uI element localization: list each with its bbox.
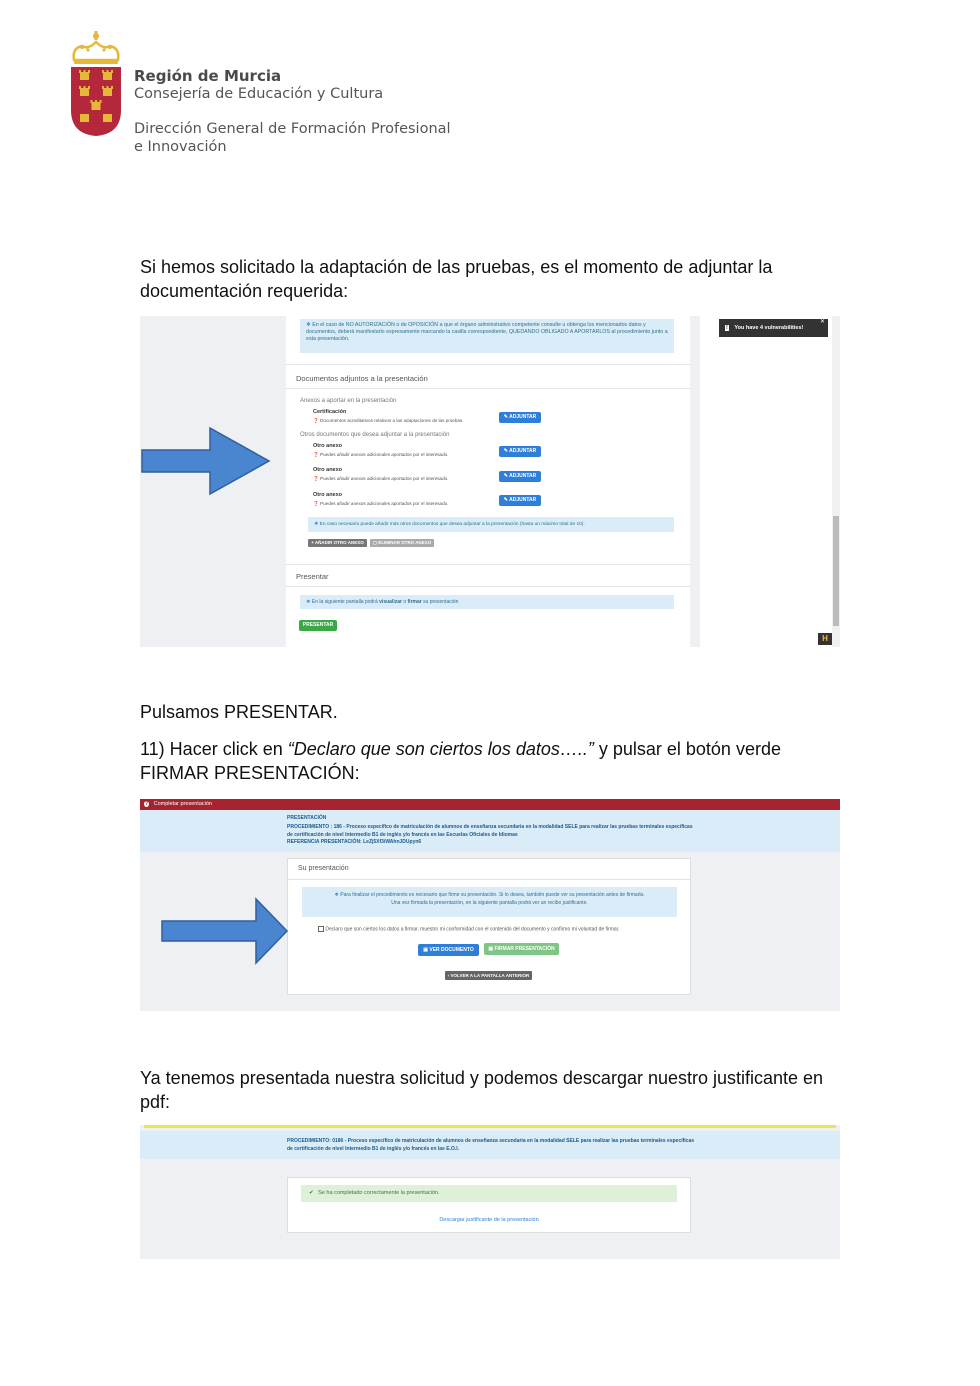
otro-anexo-label-2: Otro anexo	[313, 467, 343, 473]
success-alert	[301, 1185, 677, 1202]
adjuntar-button-otro-1[interactable]	[499, 446, 541, 457]
adjuntar-label: ADJUNTAR	[509, 473, 537, 479]
declaro-checkbox-row[interactable]	[318, 926, 619, 933]
info-firmar-text2: Una vez firmada la presentación, en la siguiente pantalla podrá ver un recibo justificante.	[391, 900, 588, 906]
screenshot-adjuntar-documentos	[140, 316, 840, 647]
vuln-text: You have 4 vulnerabilities!	[734, 325, 804, 331]
question-icon: ?	[145, 801, 149, 807]
paragraph-pulsamos: Pulsamos PRESENTAR.	[140, 702, 338, 722]
referencia-text: REFERENCIA PRESENTACIÓN: LeZj5Xf3iWAhnJDUpyn6	[287, 839, 422, 845]
cert-help-text: Documentos acreditativos relativos a las adaptaciones de las pruebas.	[320, 418, 464, 423]
paperclip-icon: ✎	[503, 473, 508, 479]
info-max-text: En caso necesario puede añadir más otros documentos que desea adjuntar a la presentación (hasta un máximo total de 10).	[319, 522, 585, 527]
info-pres-firmar: firmar	[407, 599, 422, 605]
adjuntar-label: ADJUNTAR	[509, 497, 537, 503]
paperclip-icon: ✎	[503, 448, 508, 454]
adjuntar-button-otro-3[interactable]	[499, 495, 541, 506]
firmar-label: FIRMAR PRESENTACIÓN	[494, 946, 555, 952]
presentar-button[interactable]: PRESENTAR	[299, 620, 337, 631]
delete-label: ELIMINAR OTRO ANEXO	[378, 540, 432, 545]
region-logo	[66, 30, 126, 140]
document-icon: ▣	[423, 947, 428, 953]
sign-icon: ▣	[488, 946, 494, 952]
anexos-title: Anexos a aportar en la presentación	[300, 398, 397, 404]
yellow-bar	[144, 1125, 836, 1128]
ver-documento-label: VER DOCUMENTO	[429, 947, 474, 953]
info-firmar	[302, 887, 677, 917]
su-presentacion-title: Su presentación	[298, 865, 349, 872]
info-no-autorizacion	[300, 319, 674, 353]
p3-suffix: y pulsar el botón verde FIRMAR PRESENTACIÓN:	[140, 739, 781, 783]
help-icon: ❓	[313, 476, 319, 481]
p3-prefix: 11) Hacer click en	[140, 739, 288, 759]
otro-anexo-label-1: Otro anexo	[313, 443, 343, 449]
section-documentos-title: Documentos adjuntos a la presentación	[296, 374, 428, 383]
add-otro-anexo-button[interactable]: + AÑADIR OTRO ANEXO	[308, 539, 367, 547]
procedimiento-text: PROCEDIMIENTO : 186 - Proceso específico de matriculación de alumnos de enseñanza secundaria en la modalidad SELE para realizar las pruebas terminales específicas de certificación de nivel Intermedio B1 de inglés y/o francés en las Escuelas Oficiales de Idiomas	[287, 824, 693, 838]
check-icon: ✔	[309, 1190, 314, 1196]
chevron-left-icon: ‹	[447, 973, 450, 978]
logo-direccion-line1: Dirección General de Formación Profesional	[134, 121, 451, 137]
adjuntar-button-cert[interactable]	[499, 412, 541, 423]
logo-region: Región de Murcia	[134, 67, 282, 85]
screenshot-firmar-presentacion	[140, 799, 840, 1011]
info-icon: ❖	[306, 599, 311, 605]
info-max-documentos	[308, 517, 674, 532]
arrow-right-icon	[160, 897, 290, 965]
adjuntar-label: ADJUNTAR	[509, 414, 537, 420]
modal-title: Completar presentación	[153, 801, 212, 807]
p3-quote: “Declaro que son ciertos los datos…..”	[287, 739, 594, 759]
paragraph-step-11	[140, 737, 840, 785]
otro-anexo-help-3	[313, 500, 448, 507]
info-pres-mid: o	[401, 599, 408, 605]
info-icon: ❖	[334, 892, 339, 898]
paragraph-justificante: Ya tenemos presentada nuestra solicitud y podemos descargar nuestro justificante en pdf:	[140, 1068, 824, 1112]
alert-icon: !	[726, 325, 728, 331]
help-icon: ❓	[313, 452, 319, 457]
modal-title-bar	[140, 799, 840, 810]
declaro-label: Declaro que son ciertos los datos a firmar, muestro mi conformidad con el contenido del documento y confirmo mi voluntad de firmar.	[325, 926, 620, 933]
otros-title: Otros documentos que desea adjuntar a la presentación	[300, 432, 450, 438]
cert-label: Certificación	[313, 409, 347, 415]
otro-anexo-help-1	[313, 451, 448, 458]
right-panel	[700, 316, 840, 647]
info-pres-visualizar: visualizar	[379, 599, 402, 605]
presentacion-label: PRESENTACIÓN	[287, 815, 327, 821]
info-icon: ❖	[306, 322, 311, 328]
close-icon[interactable]: ✕	[819, 319, 825, 325]
paragraph-adjuntar: Si hemos solicitado la adaptación de las pruebas, es el momento de adjuntar la documentación requerida:	[140, 257, 773, 301]
help-icon: ❓	[313, 501, 319, 506]
info-presentar	[300, 595, 674, 609]
info-no-autorizacion-text: En el caso de NO AUTORIZACIÓN o de OPOSICIÓN a que el órgano administrativo competente consulte u obtenga los mencionados datos y documentos, deberá manifestarlo expresamente marcando la casilla correspondiente, QUEDANDO OBLIGADO A APORTARLOS al procedimiento junto a esta presentación.	[306, 322, 668, 342]
volver-button[interactable]	[445, 971, 532, 980]
otro-help-text-2: Puedes añadir anexos adicionales aportados por el interesado.	[320, 476, 449, 481]
paperclip-icon: ✎	[503, 497, 508, 503]
extension-icon[interactable]: H	[818, 633, 832, 645]
info-pres-post: su presentación	[421, 599, 459, 605]
success-text: Se ha completado correctamente la presentación.	[318, 1190, 440, 1196]
info-icon: ❖	[314, 522, 319, 527]
paperclip-icon: ✎	[503, 414, 508, 420]
help-icon: ❓	[313, 418, 319, 423]
delete-otro-anexo-button[interactable]	[370, 539, 434, 547]
logo-direccion-line2: e Innovación	[134, 139, 227, 155]
volver-label: VOLVER A LA PANTALLA ANTERIOR	[450, 973, 530, 978]
scrollbar[interactable]	[832, 316, 840, 647]
adjuntar-button-otro-2[interactable]	[499, 471, 541, 482]
trash-icon: ▢	[372, 540, 377, 545]
otro-anexo-label-3: Otro anexo	[313, 492, 343, 498]
declaro-checkbox[interactable]	[318, 926, 324, 932]
section-presentar-title: Presentar	[296, 572, 329, 581]
info-pres-pre: En la siguiente pantalla podrá	[311, 599, 380, 605]
procedimiento-text: PROCEDIMIENTO: 0186 - Proceso específico de matriculación de alumnos de enseñanza secundaria en la modalidad SELE para realizar las pruebas terminales específicas de certificación de nivel Intermedio B1 de inglés y/o francés en las E.O.I.	[287, 1138, 695, 1152]
otro-help-text-3: Puedes añadir anexos adicionales aportados por el interesado.	[320, 501, 449, 506]
vulnerabilities-toast[interactable]	[719, 319, 828, 337]
adjuntar-label: ADJUNTAR	[509, 448, 537, 454]
cert-help	[313, 417, 464, 424]
logo-consejeria: Consejería de Educación y Cultura	[134, 86, 384, 102]
otro-anexo-help-2	[313, 475, 448, 482]
descargar-justificante-link[interactable]: Descargar justificante de la presentación	[439, 1217, 539, 1223]
screenshot-justificante	[140, 1125, 840, 1259]
info-firmar-text1: Para finalizar el procedimiento es necesario que firme su presentación. Si lo desea, también puede ver su presentación antes de firmarla.	[340, 892, 645, 898]
otro-help-text-1: Puedes añadir anexos adicionales aportados por el interesado.	[320, 452, 449, 457]
arrow-right-icon	[140, 426, 272, 496]
ver-documento-button[interactable]	[418, 944, 479, 956]
firmar-presentacion-button[interactable]	[484, 943, 559, 955]
